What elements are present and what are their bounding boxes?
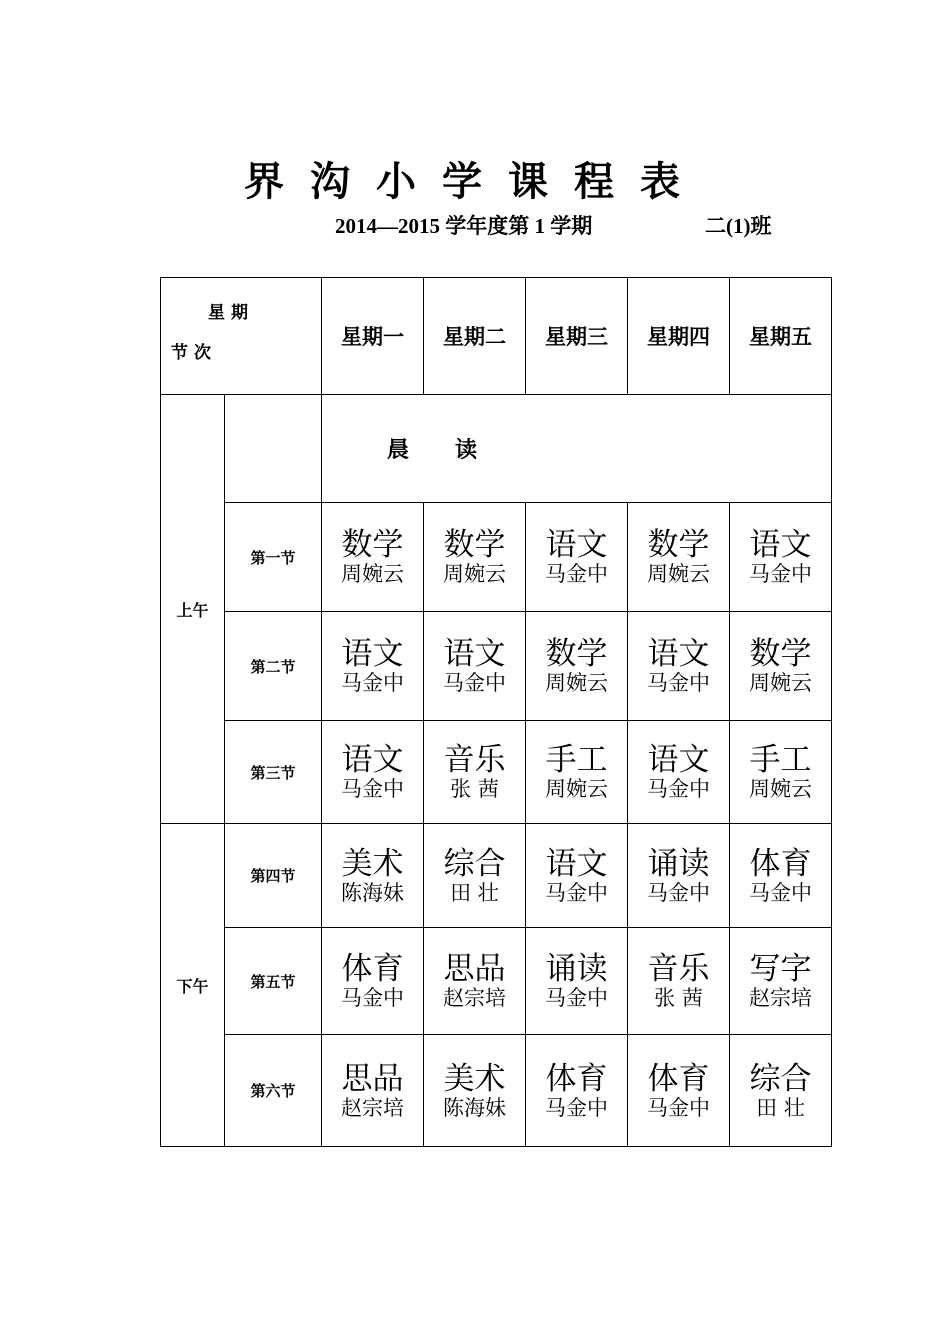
class-cell <box>526 612 628 721</box>
period-label: 第二节 <box>225 612 322 721</box>
class-cell <box>424 721 526 824</box>
subject-name: 语文 <box>341 742 404 778</box>
class-cell <box>322 1035 424 1147</box>
teacher-name: 周婉云 <box>647 562 710 586</box>
corner-weekday-label: 星期 <box>208 303 254 323</box>
class-cell <box>730 1035 832 1147</box>
teacher-name: 马金中 <box>443 671 506 695</box>
teacher-name: 马金中 <box>341 671 404 695</box>
class-cell <box>424 824 526 928</box>
class-cell <box>730 721 832 824</box>
term-subtitle <box>335 210 772 240</box>
period-label: 第六节 <box>225 1035 322 1147</box>
teacher-name: 马金中 <box>545 986 608 1010</box>
class-cell <box>628 612 730 721</box>
teacher-name: 周婉云 <box>341 562 404 586</box>
teacher-name: 赵宗培 <box>749 986 812 1010</box>
subject-name: 语文 <box>647 636 710 672</box>
class-cell <box>322 503 424 612</box>
teacher-name: 马金中 <box>545 562 608 586</box>
teacher-name: 马金中 <box>647 1095 710 1120</box>
teacher-name: 陈海妹 <box>443 1095 506 1120</box>
teacher-name: 马金中 <box>341 986 404 1010</box>
subject-name: 语文 <box>647 742 710 778</box>
teacher-name: 周婉云 <box>545 777 608 801</box>
corner-cell <box>161 278 322 395</box>
session-afternoon: 下午 <box>161 824 225 1147</box>
timetable <box>160 277 832 1147</box>
class-label: 二(1)班 <box>705 214 772 238</box>
morning-reading: 晨 读 <box>322 395 832 503</box>
subject-name: 综合 <box>443 845 506 882</box>
class-cell <box>628 721 730 824</box>
subject-name: 手工 <box>749 742 812 778</box>
subject-name: 数学 <box>647 527 710 563</box>
header-row <box>161 278 832 395</box>
day-header-fri: 星期五 <box>730 278 832 395</box>
subject-name: 写字 <box>749 951 812 987</box>
class-cell <box>628 503 730 612</box>
teacher-name: 周婉云 <box>749 777 812 801</box>
empty-cell <box>225 395 322 503</box>
teacher-name: 田 壮 <box>450 880 499 905</box>
class-cell <box>628 1035 730 1147</box>
subject-name: 诵读 <box>545 951 608 987</box>
subject-name: 综合 <box>749 1060 812 1097</box>
subject-name: 音乐 <box>647 951 710 987</box>
class-cell <box>424 1035 526 1147</box>
class-cell <box>526 1035 628 1147</box>
teacher-name: 赵宗培 <box>443 986 506 1010</box>
subject-name: 美术 <box>341 845 404 882</box>
period-label: 第三节 <box>225 721 322 824</box>
class-cell <box>424 503 526 612</box>
table-row <box>161 928 832 1035</box>
session-morning: 上午 <box>161 395 225 824</box>
corner-period-label: 节次 <box>171 343 217 363</box>
subject-name: 美术 <box>443 1060 506 1097</box>
subject-name: 语文 <box>749 527 812 563</box>
subject-name: 数学 <box>443 527 506 563</box>
subject-name: 语文 <box>341 636 404 672</box>
morning-reading-row <box>161 395 832 503</box>
teacher-name: 马金中 <box>647 777 710 801</box>
teacher-name: 张 茜 <box>450 777 499 801</box>
page-title: 界沟小学课程表 <box>244 158 706 205</box>
teacher-name: 马金中 <box>647 880 710 905</box>
subject-name: 体育 <box>545 1060 608 1097</box>
subject-name: 手工 <box>545 742 608 778</box>
table-row <box>161 824 832 928</box>
table-row <box>161 612 832 721</box>
class-cell <box>730 928 832 1035</box>
class-cell <box>730 503 832 612</box>
table-row <box>161 721 832 824</box>
subject-name: 体育 <box>647 1060 710 1097</box>
class-cell <box>730 824 832 928</box>
table-row <box>161 503 832 612</box>
teacher-name: 周婉云 <box>545 671 608 695</box>
subject-name: 语文 <box>443 636 506 672</box>
subject-name: 体育 <box>341 951 404 987</box>
table-row <box>161 1035 832 1147</box>
subject-name: 数学 <box>545 636 608 672</box>
class-cell <box>628 824 730 928</box>
teacher-name: 马金中 <box>545 1095 608 1120</box>
class-cell <box>424 928 526 1035</box>
day-header-wed: 星期三 <box>526 278 628 395</box>
subject-name: 语文 <box>545 845 608 882</box>
period-label: 第一节 <box>225 503 322 612</box>
day-header-tue: 星期二 <box>424 278 526 395</box>
teacher-name: 周婉云 <box>443 562 506 586</box>
period-label: 第五节 <box>225 928 322 1035</box>
teacher-name: 赵宗培 <box>341 1095 404 1120</box>
teacher-name: 周婉云 <box>749 671 812 695</box>
teacher-name: 马金中 <box>749 562 812 586</box>
period-label: 第四节 <box>225 824 322 928</box>
subject-name: 数学 <box>341 527 404 563</box>
class-cell <box>322 612 424 721</box>
day-header-mon: 星期一 <box>322 278 424 395</box>
class-cell <box>628 928 730 1035</box>
teacher-name: 陈海妹 <box>341 880 404 905</box>
subject-name: 音乐 <box>443 742 506 778</box>
teacher-name: 马金中 <box>647 671 710 695</box>
subject-name: 数学 <box>749 636 812 672</box>
teacher-name: 马金中 <box>341 777 404 801</box>
term-label: 2014—2015 学年度第 1 学期 <box>335 214 593 238</box>
teacher-name: 田 壮 <box>756 1095 805 1120</box>
teacher-name: 张 茜 <box>654 986 703 1010</box>
teacher-name: 马金中 <box>545 880 608 905</box>
subject-name: 诵读 <box>647 845 710 882</box>
class-cell <box>526 928 628 1035</box>
class-cell <box>424 612 526 721</box>
class-cell <box>322 928 424 1035</box>
teacher-name: 马金中 <box>749 880 812 905</box>
subject-name: 思品 <box>443 951 506 987</box>
class-cell <box>322 721 424 824</box>
class-cell <box>322 824 424 928</box>
subject-name: 体育 <box>749 845 812 882</box>
class-cell <box>526 824 628 928</box>
subject-name: 思品 <box>341 1060 404 1097</box>
class-cell <box>730 612 832 721</box>
day-header-thu: 星期四 <box>628 278 730 395</box>
class-cell <box>526 503 628 612</box>
subject-name: 语文 <box>545 527 608 563</box>
class-cell <box>526 721 628 824</box>
